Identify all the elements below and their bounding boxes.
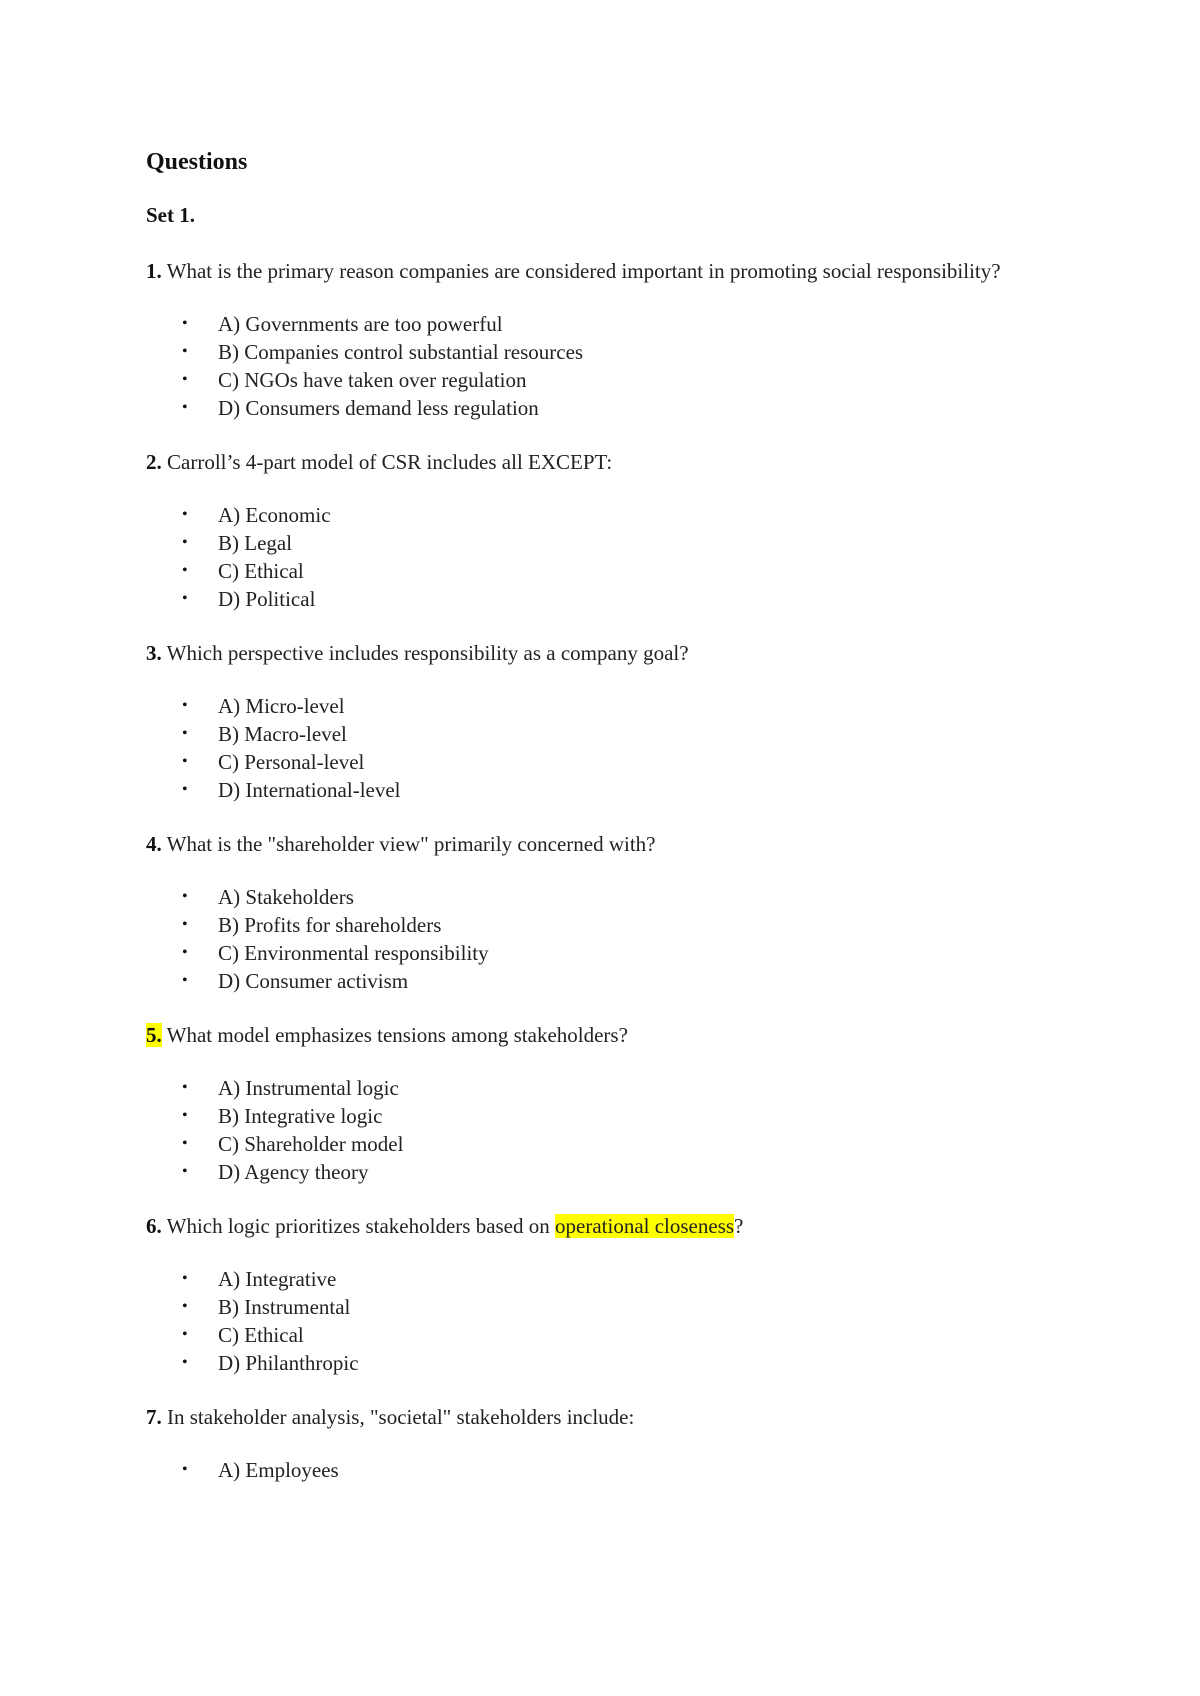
bullet-icon: • [182, 1079, 188, 1096]
options-list-4 [146, 883, 1046, 995]
option-label: D) Consumer activism [218, 969, 409, 993]
option-item [146, 1102, 1046, 1130]
question-text: Which perspective includes responsibility as a company goal? [161, 641, 689, 665]
option-item [146, 501, 1046, 529]
option-item [146, 1158, 1046, 1186]
bullet-icon: • [182, 972, 188, 989]
option-label: C) Shareholder model [218, 1132, 404, 1156]
option-label: D) Consumers demand less regulation [218, 396, 539, 420]
bullet-icon: • [182, 1461, 188, 1478]
option-item [146, 1265, 1046, 1293]
question-number: 6. [146, 1214, 162, 1238]
option-item [146, 1349, 1046, 1377]
question-number: 4. [146, 832, 162, 856]
option-item [146, 720, 1046, 748]
bullet-icon: • [182, 1270, 188, 1287]
set-label: Set 1. [146, 203, 195, 227]
bullet-icon: • [182, 1298, 188, 1315]
option-label: B) Instrumental [218, 1295, 351, 1319]
bullet-icon: • [182, 1326, 188, 1343]
option-label: A) Integrative [218, 1267, 337, 1291]
option-item [146, 911, 1046, 939]
option-item [146, 776, 1046, 804]
option-item [146, 585, 1046, 613]
options-list-7 [146, 1456, 1046, 1484]
option-item [146, 939, 1046, 967]
bullet-icon: • [182, 888, 188, 905]
question-text: What model emphasizes tensions among stakeholders? [161, 1023, 628, 1047]
option-label: D) Agency theory [218, 1160, 369, 1184]
question-number: 7. [146, 1405, 162, 1429]
option-item [146, 1321, 1046, 1349]
bullet-icon: • [182, 753, 188, 770]
question-1 [146, 257, 1026, 285]
bullet-icon: • [182, 781, 188, 798]
option-label: A) Instrumental logic [218, 1076, 399, 1100]
bullet-icon: • [182, 343, 188, 360]
option-item [146, 529, 1046, 557]
option-item [146, 338, 1046, 366]
option-label: A) Governments are too powerful [218, 312, 503, 336]
option-label: D) Philanthropic [218, 1351, 359, 1375]
question-number: 3. [146, 641, 162, 665]
bullet-icon: • [182, 399, 188, 416]
bullet-icon: • [182, 1163, 188, 1180]
question-text-before: Which logic prioritizes stakeholders based on [161, 1214, 556, 1238]
question-text-after: ? [734, 1214, 744, 1238]
bullet-icon: • [182, 697, 188, 714]
options-list-3 [146, 692, 1046, 804]
bullet-icon: • [182, 1107, 188, 1124]
question-7 [146, 1403, 1026, 1431]
question-text: In stakeholder analysis, "societal" stakeholders include: [161, 1405, 635, 1429]
page-heading: Questions [146, 149, 248, 175]
question-text: Carroll’s 4-part model of CSR includes all EXCEPT: [161, 450, 613, 474]
option-label: D) International-level [218, 778, 401, 802]
option-label: C) Ethical [218, 559, 304, 583]
question-number: 2. [146, 450, 162, 474]
question-2 [146, 448, 1026, 476]
option-item [146, 692, 1046, 720]
bullet-icon: • [182, 371, 188, 388]
option-label: C) Ethical [218, 1323, 304, 1347]
bullet-icon: • [182, 1354, 188, 1371]
option-item [146, 967, 1046, 995]
option-item [146, 1456, 1046, 1484]
document-page [146, 146, 1046, 1510]
bullet-icon: • [182, 590, 188, 607]
options-list-2 [146, 501, 1046, 613]
option-item [146, 557, 1046, 585]
option-item [146, 310, 1046, 338]
highlighted-phrase: operational closeness [555, 1214, 735, 1238]
option-item [146, 366, 1046, 394]
bullet-icon: • [182, 315, 188, 332]
question-number: 1. [146, 259, 162, 283]
option-item [146, 1074, 1046, 1102]
option-label: B) Legal [218, 531, 293, 555]
bullet-icon: • [182, 534, 188, 551]
option-label: C) NGOs have taken over regulation [218, 368, 527, 392]
question-text: What is the primary reason companies are considered important in promoting social responsibility? [161, 259, 1001, 283]
option-label: A) Micro-level [218, 694, 345, 718]
option-label: A) Employees [218, 1458, 339, 1482]
option-label: C) Personal-level [218, 750, 365, 774]
option-item [146, 883, 1046, 911]
bullet-icon: • [182, 506, 188, 523]
option-label: C) Environmental responsibility [218, 941, 489, 965]
options-list-5 [146, 1074, 1046, 1186]
options-list-6 [146, 1265, 1046, 1377]
option-item [146, 394, 1046, 422]
bullet-icon: • [182, 916, 188, 933]
bullet-icon: • [182, 725, 188, 742]
option-label: A) Economic [218, 503, 331, 527]
bullet-icon: • [182, 562, 188, 579]
option-label: B) Macro-level [218, 722, 347, 746]
bullet-icon: • [182, 1135, 188, 1152]
question-6 [146, 1212, 1026, 1240]
option-item [146, 1130, 1046, 1158]
question-text: What is the "shareholder view" primarily concerned with? [161, 832, 656, 856]
option-label: A) Stakeholders [218, 885, 354, 909]
option-label: D) Political [218, 587, 316, 611]
question-number-highlighted: 5. [146, 1023, 162, 1047]
question-5 [146, 1021, 1026, 1049]
question-4 [146, 830, 1026, 858]
option-label: B) Profits for shareholders [218, 913, 442, 937]
options-list-1 [146, 310, 1046, 422]
option-item [146, 1293, 1046, 1321]
option-label: B) Companies control substantial resources [218, 340, 584, 364]
option-item [146, 748, 1046, 776]
question-3 [146, 639, 1026, 667]
option-label: B) Integrative logic [218, 1104, 383, 1128]
bullet-icon: • [182, 944, 188, 961]
